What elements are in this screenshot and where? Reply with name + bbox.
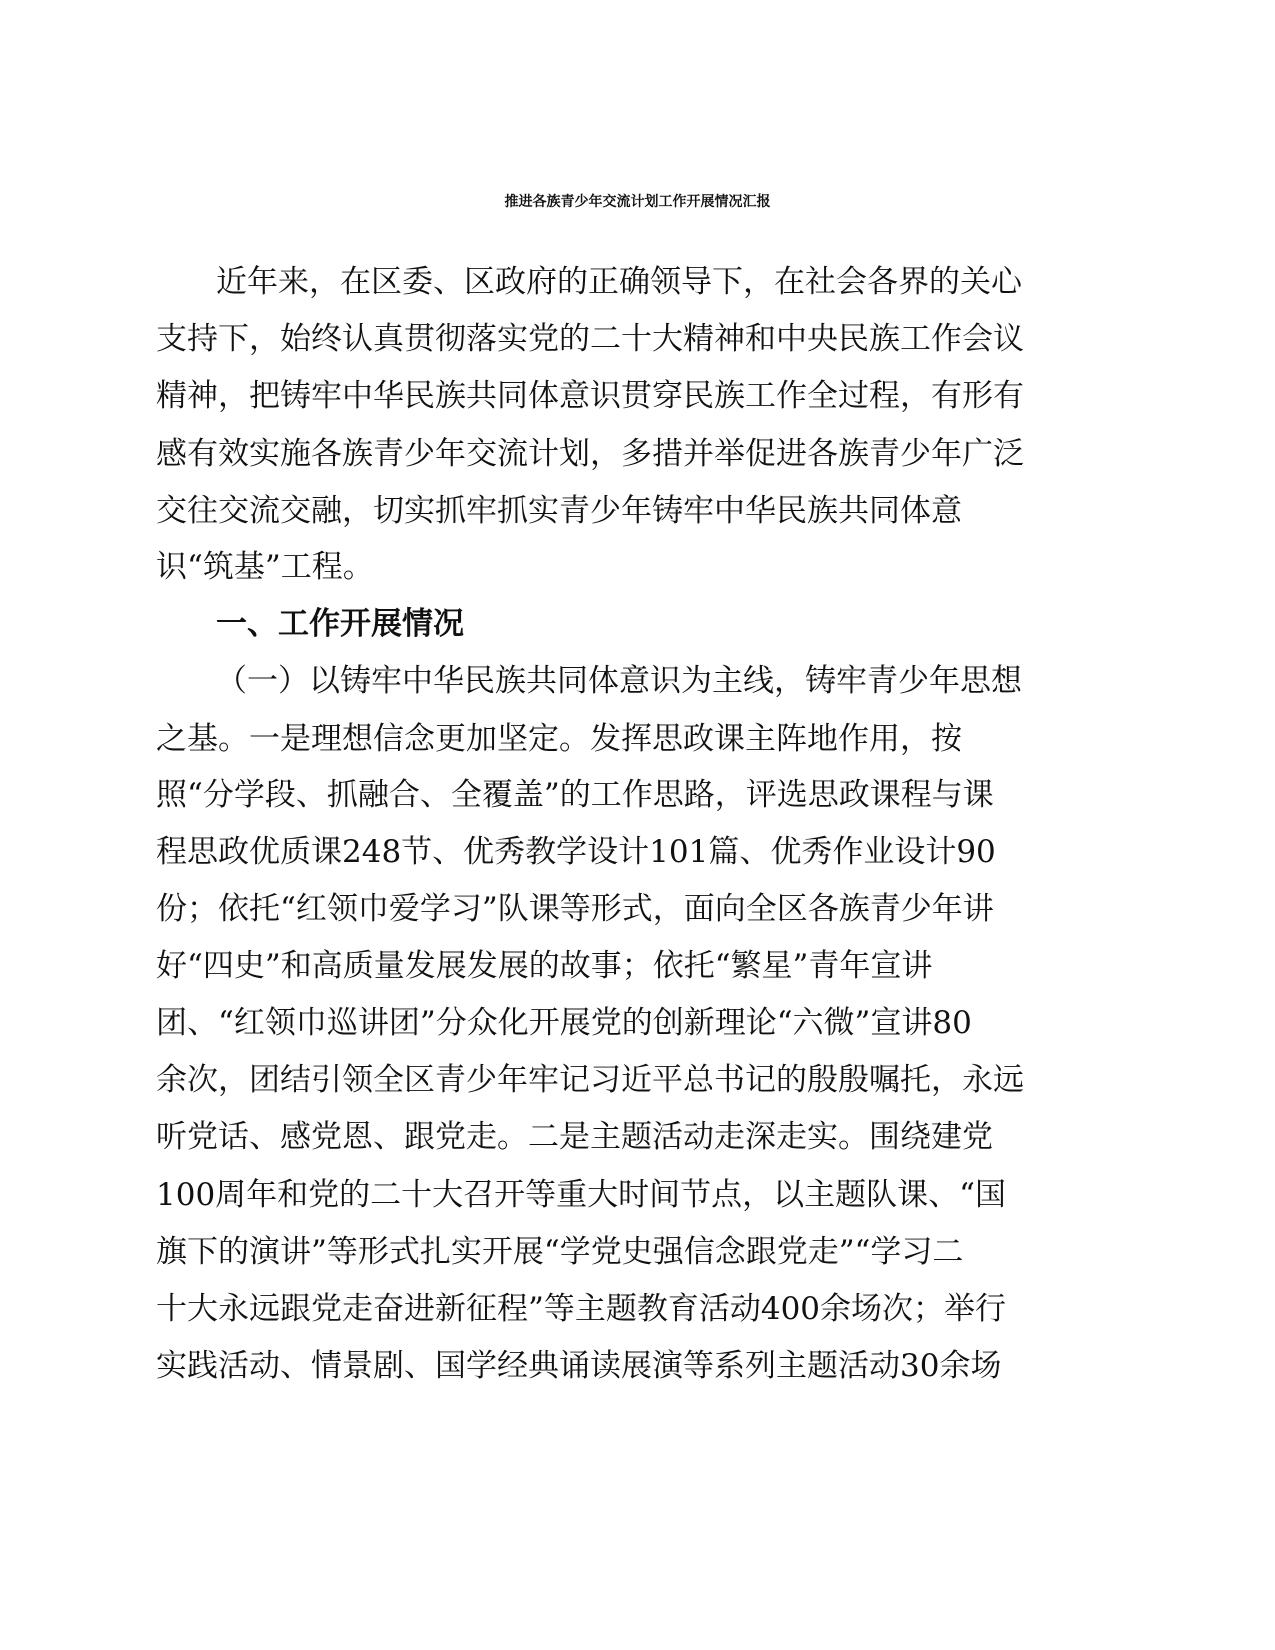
body-line: 余次，团结引领全区青少年牢记习近平总书记的殷殷嘱托，永远	[156, 1062, 1024, 1098]
intro-line: 支持下，始终认真贯彻落实党的二十大精神和中央民族工作会议	[156, 321, 1024, 357]
body-line: 十大永远跟党走奋进新征程”等主题教育活动400余场次；举行	[156, 1291, 1007, 1327]
body-line: 旗下的演讲”等形式扎实开展“学党史强信念跟党走”“学习二	[156, 1234, 964, 1270]
intro-line: 近年来，在区委、区政府的正确领导下，在社会各界的关心	[216, 264, 1022, 300]
body-line: 之基。一是理想信念更加坚定。发挥思政课主阵地作用，按	[156, 721, 962, 757]
body-line: 团、“红领巾巡讲团”分众化开展党的创新理论“六微”宣讲80	[156, 1005, 972, 1041]
intro-line: 感有效实施各族青少年交流计划，多措并举促进各族青少年广泛	[156, 436, 1024, 472]
body-line: 程思政优质课248节、优秀教学设计101篇、优秀作业设计90	[156, 834, 996, 870]
body-line: 份；依托“红领巾爱学习”队课等形式，面向全区各族青少年讲	[156, 891, 994, 927]
document-title: 推进各族青少年交流计划工作开展情况汇报	[504, 194, 771, 210]
body-line: 100周年和党的二十大召开等重大时间节点，以主题队课、“国	[156, 1177, 1007, 1213]
body-line: 好“四史”和高质量发展发展的故事；依托“繁星”青年宣讲	[156, 948, 933, 984]
section-heading: 一、工作开展情况	[216, 606, 464, 642]
intro-line: 精神，把铸牢中华民族共同体意识贯穿民族工作全过程，有形有	[156, 378, 1024, 414]
body-line: （一）以铸牢中华民族共同体意识为主线，铸牢青少年思想	[216, 663, 1022, 699]
intro-line: 交往交流交融，切实抓牢抓实青少年铸牢中华民族共同体意	[156, 493, 962, 529]
body-line: 听党话、感党恩、跟党走。二是主题活动走深走实。围绕建党	[156, 1119, 993, 1155]
intro-line: 识“筑基”工程。	[156, 549, 374, 585]
body-line: 照“分学段、抓融合、全覆盖”的工作思路，评选思政课程与课	[156, 777, 994, 813]
body-line: 实践活动、情景剧、国学经典诵读展演等系列主题活动30余场	[156, 1348, 1002, 1384]
